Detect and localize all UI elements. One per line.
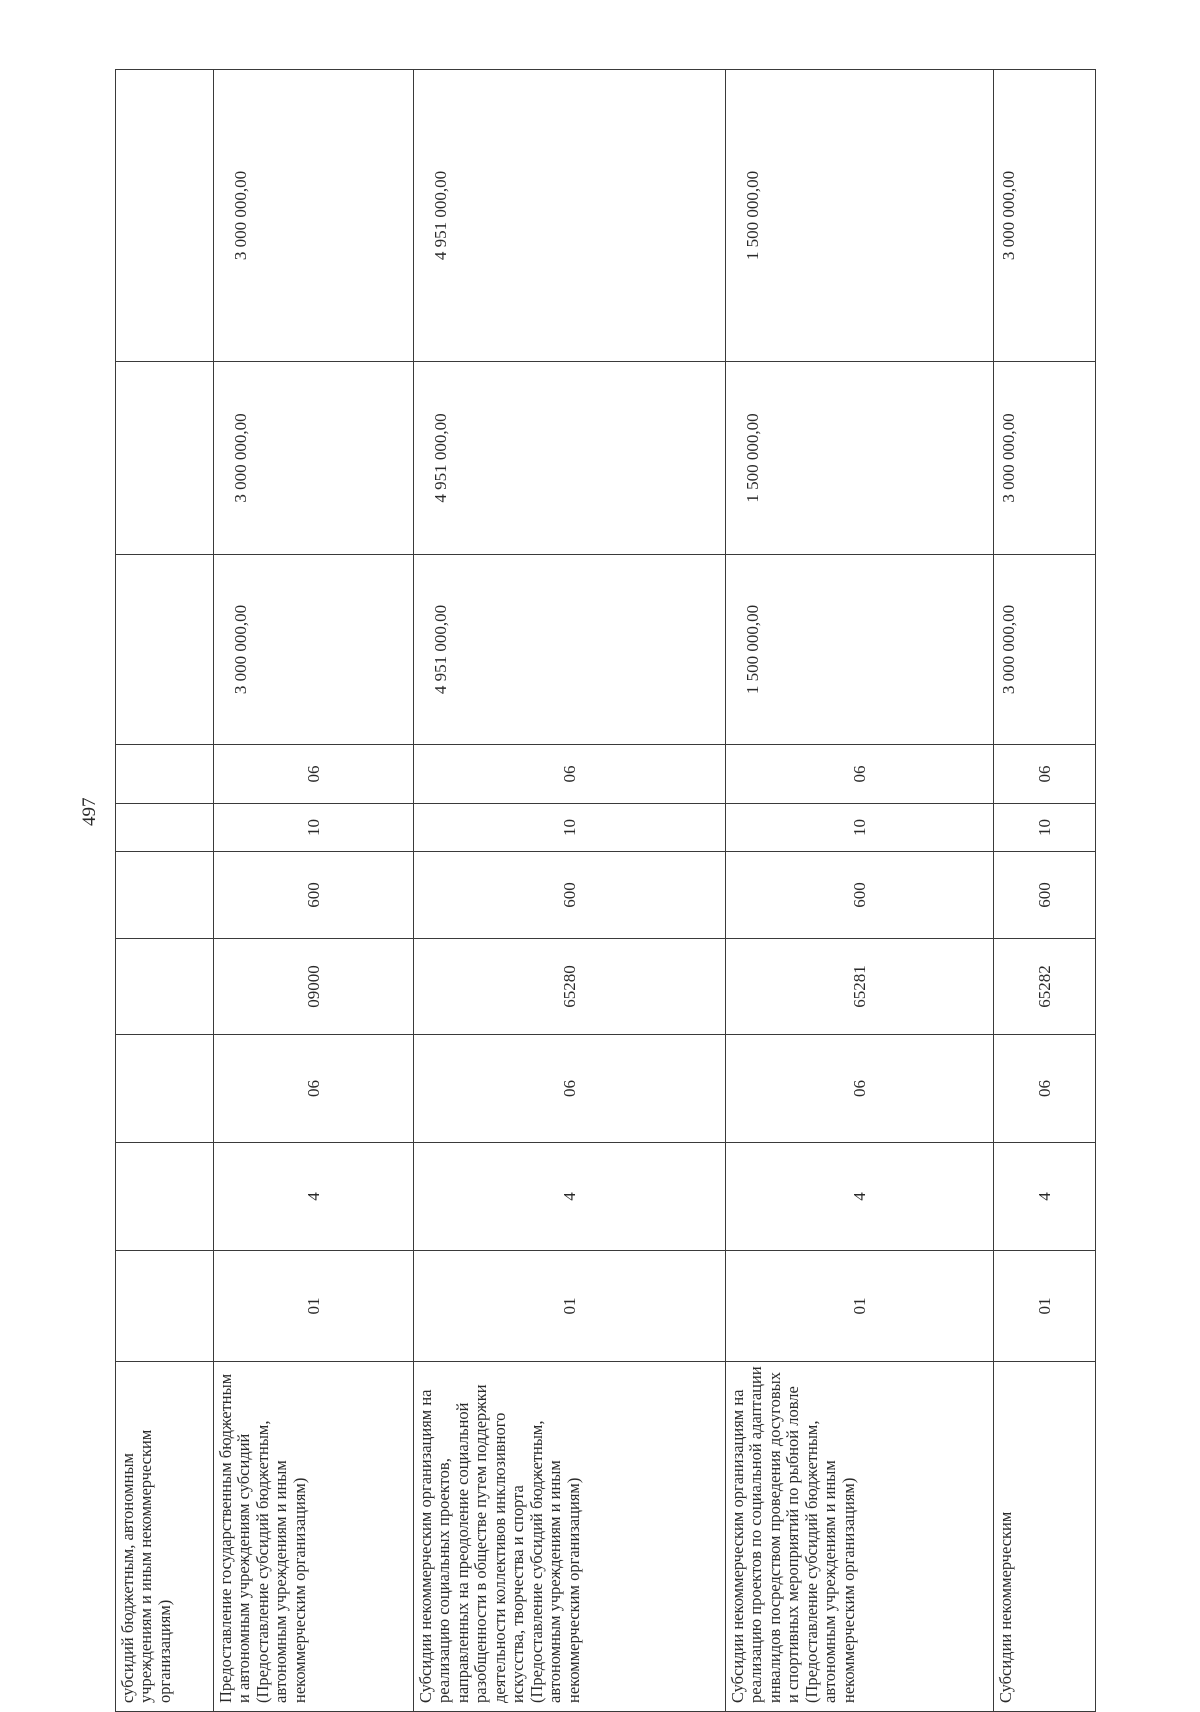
cell-amount-3: 4 951 000,00: [414, 70, 726, 362]
cell-code-2: 4: [726, 1143, 994, 1251]
cell-amount-3: 3 000 000,00: [994, 70, 1096, 362]
cell-code-7: 06: [726, 745, 994, 804]
cell-code-5: 600: [214, 852, 414, 939]
table-row: [116, 70, 214, 1712]
cell-code-3: 06: [994, 1035, 1096, 1143]
page-number: 497: [79, 797, 100, 826]
cell-code-4: [116, 939, 214, 1035]
cell-code-2: 4: [994, 1143, 1096, 1251]
cell-code-4: 09000: [214, 939, 414, 1035]
row-name: Субсидии некоммерческим организациям на реализацию проектов по социальной адаптации инвалидов посредством проведения досуговых и спортивных мероприятий по рыбной ловле (Предоставление субсидий бюджетным, автономным учреждениям и иным некоммерческим организациям): [726, 1362, 994, 1712]
table-row: [214, 70, 414, 1712]
cell-code-1: 01: [726, 1251, 994, 1362]
cell-amount-1: 4 951 000,00: [414, 555, 726, 745]
row-name: субсидий бюджетным, автономным учреждениям и иным некоммерческим организациям): [116, 1362, 214, 1712]
table-row: [414, 70, 726, 1712]
cell-code-4: 65281: [726, 939, 994, 1035]
cell-amount-2: 3 000 000,00: [214, 362, 414, 555]
cell-code-7: 06: [214, 745, 414, 804]
budget-table: [115, 69, 1096, 1712]
cell-code-2: 4: [414, 1143, 726, 1251]
cell-code-4: 65280: [414, 939, 726, 1035]
cell-amount-1: 3 000 000,00: [214, 555, 414, 745]
cell-code-5: 600: [994, 852, 1096, 939]
table-row: [726, 70, 994, 1712]
cell-code-6: [116, 804, 214, 852]
cell-code-6: 10: [214, 804, 414, 852]
cell-amount-1: [116, 555, 214, 745]
cell-code-3: 06: [214, 1035, 414, 1143]
cell-amount-2: [116, 362, 214, 555]
cell-amount-1: 3 000 000,00: [994, 555, 1096, 745]
cell-code-7: 06: [414, 745, 726, 804]
cell-code-7: [116, 745, 214, 804]
cell-amount-2: 4 951 000,00: [414, 362, 726, 555]
cell-amount-3: 3 000 000,00: [214, 70, 414, 362]
cell-code-1: 01: [214, 1251, 414, 1362]
cell-code-1: 01: [994, 1251, 1096, 1362]
cell-amount-2: 3 000 000,00: [994, 362, 1096, 555]
cell-code-1: [116, 1251, 214, 1362]
cell-code-2: [116, 1143, 214, 1251]
cell-code-6: 10: [414, 804, 726, 852]
cell-code-5: [116, 852, 214, 939]
cell-amount-3: [116, 70, 214, 362]
cell-code-6: 10: [994, 804, 1096, 852]
cell-code-7: 06: [994, 745, 1096, 804]
cell-code-5: 600: [726, 852, 994, 939]
cell-code-3: 06: [726, 1035, 994, 1143]
cell-amount-2: 1 500 000,00: [726, 362, 994, 555]
row-name: Субсидии некоммерческим: [994, 1362, 1096, 1712]
cell-code-2: 4: [214, 1143, 414, 1251]
cell-code-4: 65282: [994, 939, 1096, 1035]
cell-code-6: 10: [726, 804, 994, 852]
cell-code-5: 600: [414, 852, 726, 939]
table-row: [994, 70, 1096, 1712]
cell-amount-3: 1 500 000,00: [726, 70, 994, 362]
cell-amount-1: 1 500 000,00: [726, 555, 994, 745]
cell-code-3: 06: [414, 1035, 726, 1143]
row-name: Субсидии некоммерческим организациям на реализацию социальных проектов, направленных на преодоление социальной разобщенности в обществе путем поддержки деятельности коллективов инклюзивного искусства, творчества и спорта (Предоставление субсидий бюджетным, автономным учреждениям и иным некоммерческим организациям): [414, 1362, 726, 1712]
cell-code-1: 01: [414, 1251, 726, 1362]
row-name: Предоставление государственным бюджетным и автономным учреждениям субсидий (Предоставление субсидий бюджетным, автономным учреждениям и иным некоммерческим организациям): [214, 1362, 414, 1712]
budget-table-container: [115, 70, 1095, 1712]
cell-code-3: [116, 1035, 214, 1143]
